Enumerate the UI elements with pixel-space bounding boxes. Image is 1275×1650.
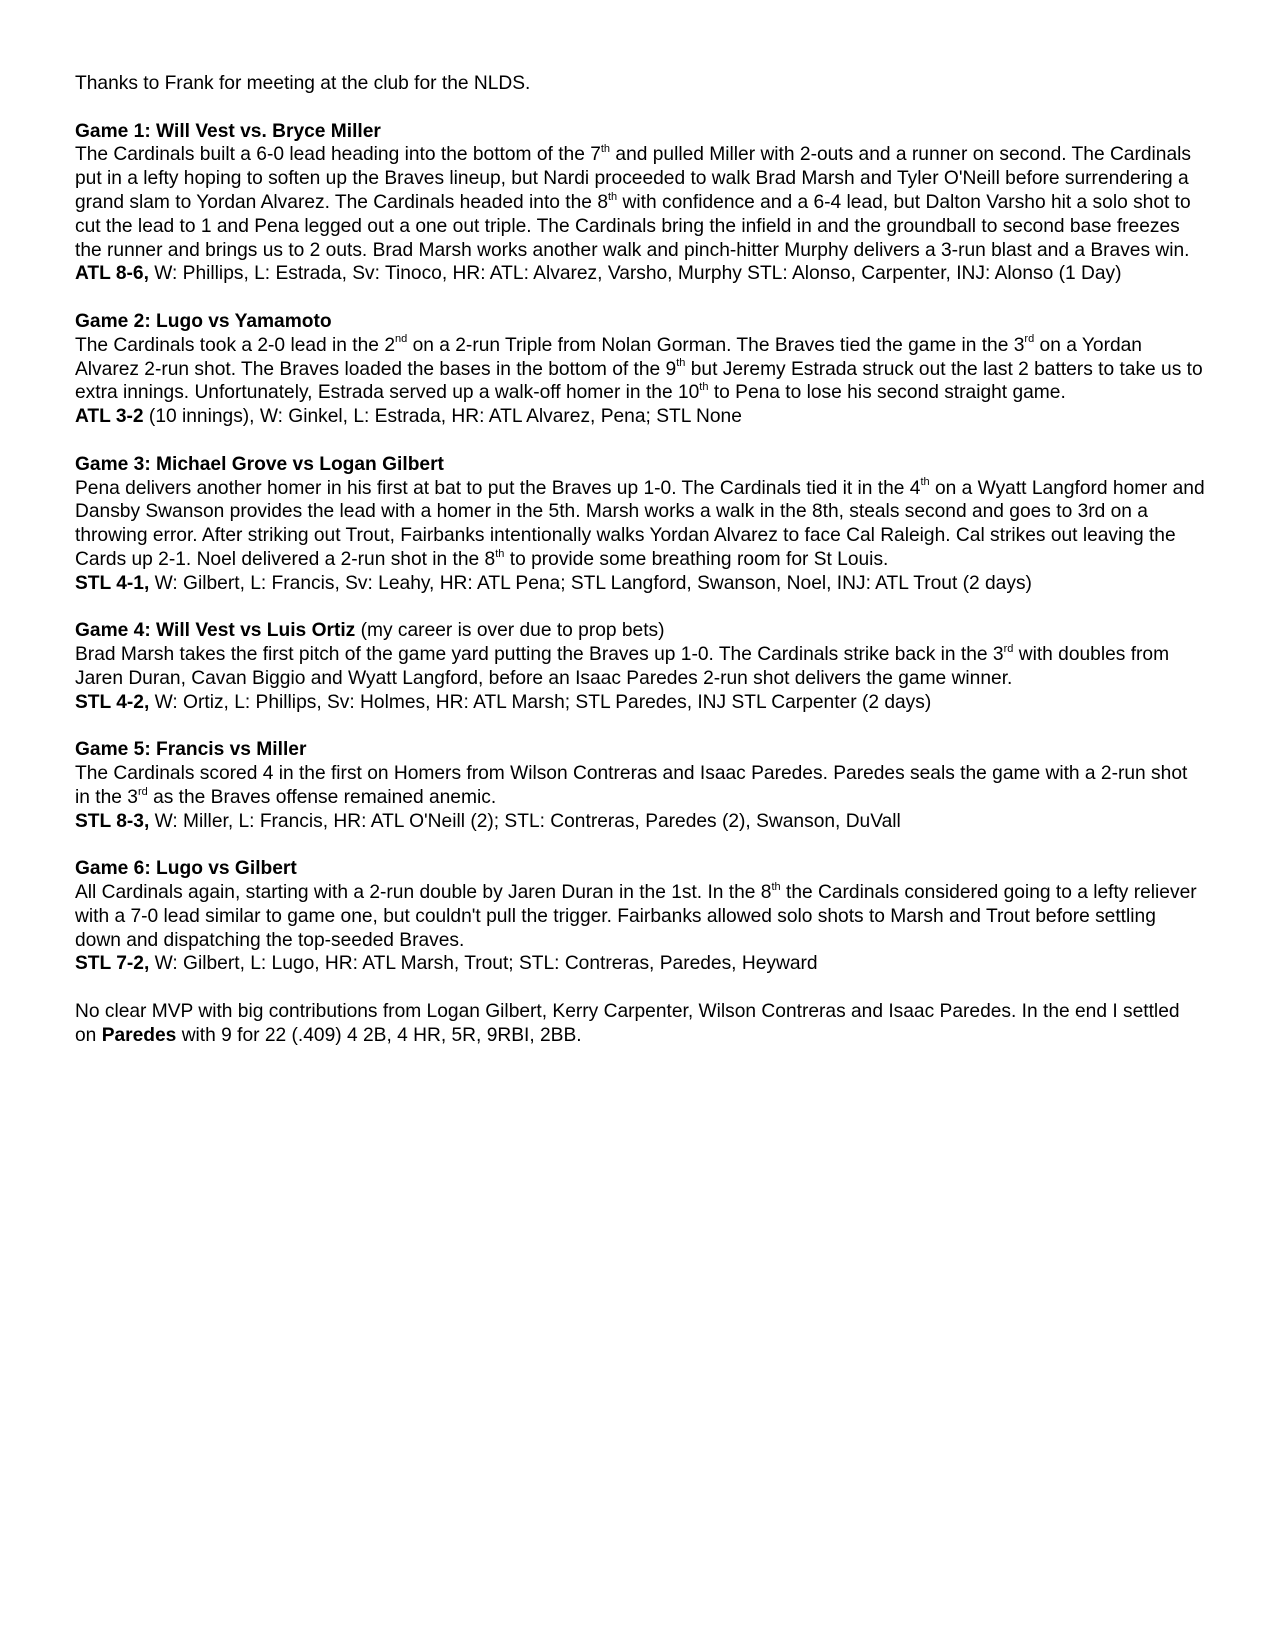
spacer (75, 596, 1205, 620)
mvp-text: No clear MVP with big contributions from Logan Gilbert, Kerry Carpenter, Wilson Contreras and Isaac Paredes. In the end I settled on (75, 1001, 1180, 1046)
game-summary (75, 477, 1205, 572)
summary-text: The Cardinals scored 4 in the first on Homers from Wilson Contreras and Isaac Paredes. Paredes seals the game with a 2-run shot in the 3 (75, 763, 1188, 808)
spacer (75, 976, 1205, 1000)
spacer (75, 429, 1205, 453)
final-score: ATL 8-6, (75, 263, 149, 285)
game-result (75, 952, 1205, 976)
game-title-text: Game 4: Will Vest vs Luis Ortiz (75, 620, 356, 642)
summary-text: with confidence and a 6-4 lead, but Dalton Varsho hit a solo shot to cut the lead to 1 and Pena legged out a one out triple. The Cardinals bring the infield in and the groundball to second base freezes the runner and brings us to 2 outs. Brad Marsh works another walk and pinch-hitter Murphy delivers a 3-run blast and a Braves win. (75, 191, 1191, 261)
result-details: W: Phillips, L: Estrada, Sv: Tinoco, HR: ATL: Alvarez, Varsho, Murphy STL: Alonso, Carpenter, INJ: Alonso (1 Day) (148, 263, 1122, 285)
summary-text: Pena delivers another homer in his first at bat to put the Braves up 1-0. The Cardinals tied it in the 4 (75, 477, 921, 499)
game-title-text: Game 1: Will Vest vs. Bryce Miller (75, 120, 381, 142)
ordinal-suffix: th (495, 547, 505, 560)
ordinal-suffix: rd (1024, 333, 1035, 346)
game-summary (75, 334, 1205, 405)
game-title (75, 857, 1205, 881)
result-details: (10 innings), W: Ginkel, L: Estrada, HR: ATL Alvarez, Pena; STL None (143, 406, 742, 428)
result-details: W: Gilbert, L: Francis, Sv: Leahy, HR: ATL Pena; STL Langford, Swanson, Noel, INJ: ATL Trout (2 days) (149, 572, 1032, 594)
game-result (75, 262, 1205, 286)
summary-text: the Cardinals considered going to a lefty reliever with a 7-0 lead similar to game one, but couldn't pull the trigger. Fairbanks allowed solo shots to Marsh and Trout before settling down and dispatching the top-seeded Braves. (75, 882, 1197, 951)
game-section (75, 310, 1205, 429)
ordinal-suffix: th (920, 476, 930, 489)
ordinal-suffix: th (600, 143, 611, 155)
summary-text: Brad Marsh takes the first pitch of the game yard putting the Braves up 1-0. The Cardinals strike back in the 3 (75, 644, 1004, 666)
spacer (75, 834, 1205, 858)
game-title-note: (my career is over due to prop bets) (355, 620, 665, 642)
mvp-name: Paredes (101, 1024, 177, 1046)
ordinal-suffix: th (608, 190, 618, 203)
summary-text: on a Yordan Alvarez 2-run shot. The Braves loaded the bases in the bottom of the 9 (75, 334, 1142, 380)
game-summary (75, 143, 1205, 262)
game-title (75, 738, 1205, 762)
summary-text: but Jeremy Estrada struck out the last 2 batters to take us to extra innings. Unfortunately, Estrada served up a walk-off homer in the 10 (75, 358, 1203, 404)
spacer (75, 96, 1205, 120)
final-score: STL 7-2, (75, 953, 150, 975)
mvp-paragraph (75, 1000, 1205, 1048)
summary-text: to Pena to lose his second straight game. (708, 382, 1066, 404)
summary-text: to provide some breathing room for St Louis. (504, 548, 889, 570)
game-section (75, 619, 1205, 714)
summary-text: The Cardinals took a 2-0 lead in the 2 (75, 334, 395, 356)
summary-text: The Cardinals built a 6-0 lead heading into the bottom of the 7 (75, 144, 601, 166)
summary-text: and pulled Miller with 2-outs and a runner on second. The Cardinals put in a lefty hoping to soften up the Braves lineup, but Nardi proceeded to walk Brad Marsh and Tyler O'Neill before surrendering a grand slam to Yordan Alvarez. The Cardinals headed into the 8 (75, 144, 1191, 213)
mvp-stats: with 9 for 22 (.409) 4 2B, 4 HR, 5R, 9RBI, 2BB. (176, 1024, 582, 1046)
game-title-text: Game 3: Michael Grove vs Logan Gilbert (75, 453, 444, 475)
game-section (75, 857, 1205, 976)
result-details: W: Miller, L: Francis, HR: ATL O'Neill (2); STL: Contreras, Paredes (2), Swanson, DuVall (149, 810, 901, 832)
summary-text: as the Braves offense remained anemic. (147, 786, 497, 808)
game-summary (75, 762, 1205, 810)
game-result (75, 810, 1205, 834)
result-details: W: Gilbert, L: Lugo, HR: ATL Marsh, Trout; STL: Contreras, Paredes, Heyward (149, 953, 818, 975)
intro-paragraph: Thanks to Frank for meeting at the club for the NLDS. (75, 73, 531, 94)
ordinal-suffix: th (676, 357, 686, 370)
spacer (75, 286, 1205, 310)
ordinal-suffix: rd (137, 785, 148, 798)
final-score: STL 8-3, (75, 810, 150, 832)
game-title-text: Game 6: Lugo vs Gilbert (75, 858, 297, 880)
game-title (75, 619, 1205, 643)
ordinal-suffix: nd (395, 333, 408, 346)
game-section (75, 120, 1205, 287)
game-summary (75, 881, 1205, 952)
document-page (75, 72, 1205, 1048)
game-summary (75, 643, 1205, 691)
ordinal-suffix: th (771, 880, 781, 893)
game-title-text: Game 5: Francis vs Miller (75, 739, 307, 761)
game-title (75, 310, 1205, 334)
summary-text: with doubles from Jaren Duran, Cavan Biggio and Wyatt Langford, before an Isaac Paredes 2-run shot delivers the game winner. (75, 644, 1170, 689)
final-score: STL 4-2, (75, 691, 150, 713)
game-title (75, 120, 1205, 144)
game-section (75, 453, 1205, 596)
result-details: W: Ortiz, L: Phillips, Sv: Holmes, HR: ATL Marsh; STL Paredes, INJ STL Carpenter (2 days) (149, 691, 932, 713)
final-score: ATL 3-2 (75, 406, 144, 428)
game-title (75, 453, 1205, 477)
game-section (75, 738, 1205, 833)
game-result (75, 405, 1205, 429)
final-score: STL 4-1, (75, 572, 150, 594)
game-result (75, 691, 1205, 715)
summary-text: on a 2-run Triple from Nolan Gorman. The Braves tied the game in the 3 (407, 334, 1025, 356)
game-result (75, 572, 1205, 596)
ordinal-suffix: rd (1003, 642, 1014, 655)
game-title-text: Game 2: Lugo vs Yamamoto (75, 310, 332, 332)
spacer (75, 715, 1205, 739)
summary-text: on a Wyatt Langford homer and Dansby Swanson provides the lead with a homer in the 5th. Marsh works a walk in the 8th, steals second and goes to 3rd on a throwing error. After striking out Trout, Fairbanks intentionally walks Yordan Alvarez to face Cal Raleigh. Cal strikes out leaving the Cards up 2-1. Noel delivered a 2-run shot in the 8 (75, 477, 1205, 570)
ordinal-suffix: th (699, 380, 709, 393)
summary-text: All Cardinals again, starting with a 2-run double by Jaren Duran in the 1st. In the 8 (75, 882, 772, 904)
